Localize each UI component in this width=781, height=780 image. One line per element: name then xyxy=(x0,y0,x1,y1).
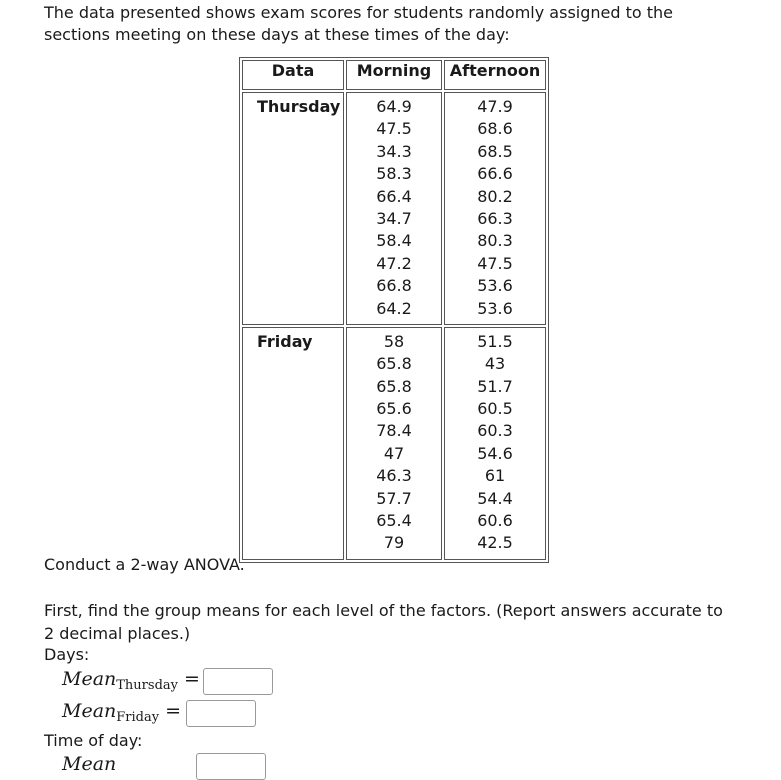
equals-sign: = xyxy=(183,668,200,690)
score-value: 46.3 xyxy=(376,466,412,486)
score-value: 64.2 xyxy=(376,298,412,318)
score-value: 43 xyxy=(484,354,506,374)
score-value: 47.9 xyxy=(477,97,513,116)
score-value: 60.6 xyxy=(477,511,513,531)
score-value: 42.5 xyxy=(477,533,513,553)
mean-morning-label xyxy=(62,753,116,775)
table-row xyxy=(242,327,546,560)
score-value: 60.3 xyxy=(477,421,513,441)
score-value: 78.4 xyxy=(376,421,412,441)
score-value: 65.6 xyxy=(376,399,412,419)
score-value: 79 xyxy=(383,533,405,553)
score-value: 64.9 xyxy=(376,97,412,116)
score-value: 66.6 xyxy=(477,164,513,184)
score-value: 66.8 xyxy=(376,276,412,296)
row-label: Thursday xyxy=(242,92,344,325)
score-value: 47 xyxy=(383,443,405,463)
score-value: 54.4 xyxy=(477,488,513,508)
intro-text: The data presented shows exam scores for students randomly assigned to the sections meeting on these days at these times of the day: xyxy=(44,3,674,44)
score-value: 34.7 xyxy=(376,208,412,228)
header-afternoon: Afternoon xyxy=(444,60,546,90)
mean-friday-input[interactable] xyxy=(186,700,256,727)
days-label: Days: xyxy=(44,645,90,664)
afternoon-values-cell xyxy=(444,92,546,325)
score-value: 58.3 xyxy=(376,164,412,184)
score-value: 68.5 xyxy=(477,141,513,161)
score-value: 65.4 xyxy=(376,511,412,531)
score-value: 58 xyxy=(383,331,405,351)
mean-thursday-subscript: Thursday xyxy=(116,678,178,693)
data-table xyxy=(239,57,549,563)
score-value: 65.8 xyxy=(376,376,412,396)
anova-instruction: Conduct a 2-way ANOVA. xyxy=(44,555,245,574)
score-value: 61 xyxy=(484,466,506,486)
mean-word: Mean xyxy=(62,753,117,775)
score-value: 58.4 xyxy=(376,231,412,251)
group-means-instruction: First, find the group means for each level of the factors. (Report answers accurate to 2 decimal places.) xyxy=(44,601,723,643)
mean-friday-subscript: Friday xyxy=(116,710,160,725)
mean-thursday-label xyxy=(62,668,200,693)
score-value: 66.4 xyxy=(376,186,412,206)
afternoon-values-cell xyxy=(444,327,546,560)
score-value: 47.2 xyxy=(376,253,412,273)
score-value: 51.5 xyxy=(477,331,513,351)
score-value: 68.6 xyxy=(477,119,513,139)
score-value: 54.6 xyxy=(477,443,513,463)
row-label: Friday xyxy=(242,327,344,560)
score-value: 80.3 xyxy=(477,231,513,251)
score-value: 60.5 xyxy=(477,399,513,419)
mean-word: Mean xyxy=(62,700,117,722)
score-value: 34.3 xyxy=(376,141,412,161)
time-of-day-label: Time of day: xyxy=(44,731,143,750)
score-value: 53.6 xyxy=(477,276,513,296)
header-morning: Morning xyxy=(346,60,442,90)
equals-sign: = xyxy=(165,700,181,722)
header-data: Data xyxy=(242,60,344,90)
table-row xyxy=(242,92,546,325)
score-value: 80.2 xyxy=(477,186,513,206)
mean-morning-input[interactable] xyxy=(196,753,266,780)
score-value: 47.5 xyxy=(477,253,513,273)
score-value: 51.7 xyxy=(477,376,513,396)
morning-values-cell xyxy=(346,92,442,325)
score-value: 47.5 xyxy=(376,119,412,139)
morning-values-cell xyxy=(346,327,442,560)
mean-thursday-input[interactable] xyxy=(203,668,273,695)
score-value: 57.7 xyxy=(376,488,412,508)
score-value: 65.8 xyxy=(376,354,412,374)
mean-friday-label xyxy=(62,700,181,725)
mean-word: Mean xyxy=(62,668,117,690)
score-value: 66.3 xyxy=(477,208,513,228)
score-value: 53.6 xyxy=(477,298,513,318)
